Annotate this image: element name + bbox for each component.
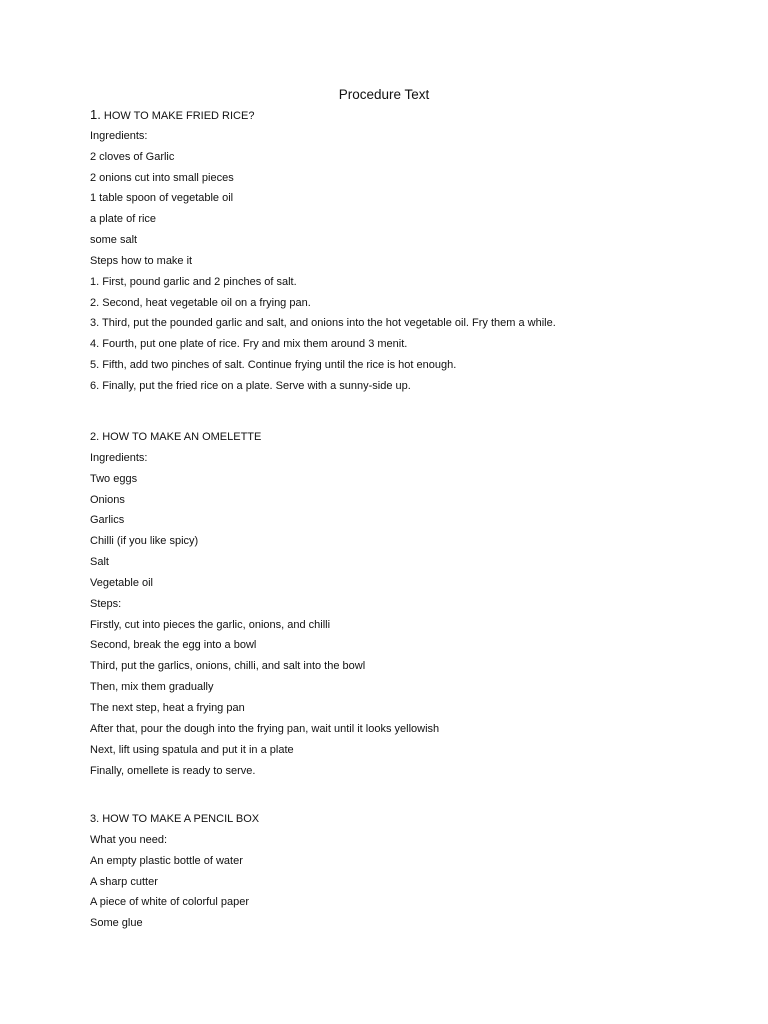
text-line: Chilli (if you like spicy) (90, 535, 199, 548)
document-title: Procedure Text (338, 87, 430, 102)
section-body (90, 830, 730, 934)
text-line: 3. Third, put the pounded garlic and salt, and onions into the hot vegetable oil. Fry them a while. (90, 317, 556, 330)
text-line: Firstly, cut into pieces the garlic, onions, and chilli (90, 618, 331, 631)
text-line: 2 onions cut into small pieces (90, 171, 234, 184)
text-line: Third, put the garlics, onions, chilli, and salt into the bowl (90, 660, 366, 673)
text-line: Some glue (90, 917, 143, 930)
text-line: Finally, omellete is ready to serve. (90, 764, 256, 777)
section-fried-rice (90, 105, 730, 397)
text-line: An empty plastic bottle of water (90, 854, 243, 867)
text-line: Ingredients: (90, 129, 148, 142)
text-line: 4. Fourth, put one plate of rice. Fry and mix them around 3 menit. (90, 338, 408, 351)
text-line: Ingredients: (90, 451, 148, 464)
text-line: Two eggs (90, 472, 138, 485)
section-heading: 3. HOW TO MAKE A PENCIL BOX (90, 813, 260, 825)
text-line: A sharp cutter (90, 875, 158, 888)
text-line: A piece of white of colorful paper (90, 896, 249, 909)
text-line: 6. Finally, put the fried rice on a plate. Serve with a sunny-side up. (90, 379, 411, 392)
text-line: Steps: (90, 597, 122, 610)
section-body (90, 448, 730, 782)
section-heading (90, 105, 730, 126)
section-omelette (90, 427, 730, 781)
text-line: After that, pour the dough into the frying pan, wait until it looks yellowish (90, 722, 440, 735)
text-line: 2 cloves of Garlic (90, 150, 175, 163)
text-line: Salt (90, 556, 109, 569)
text-line: 2. Second, heat vegetable oil on a frying pan. (90, 296, 311, 309)
text-line: Second, break the egg into a bowl (90, 639, 257, 652)
text-line: Onions (90, 493, 125, 506)
text-line: 1. First, pound garlic and 2 pinches of salt. (90, 275, 297, 288)
text-line: some salt (90, 234, 138, 247)
section-body (90, 126, 730, 397)
text-line: 1 table spoon of vegetable oil (90, 192, 234, 205)
text-line: The next step, heat a frying pan (90, 701, 245, 714)
section-pencil-box (90, 809, 730, 934)
text-line: What you need: (90, 833, 168, 846)
text-line: Garlics (90, 514, 125, 527)
text-line: a plate of rice (90, 213, 157, 226)
text-line: 5. Fifth, add two pinches of salt. Continue frying until the rice is hot enough. (90, 359, 457, 372)
section-heading: 2. HOW TO MAKE AN OMELETTE (90, 431, 262, 443)
text-line: Next, lift using spatula and put it in a plate (90, 743, 294, 756)
text-line: Then, mix them gradually (90, 681, 214, 694)
section-number: 1. (90, 107, 101, 122)
section-heading-text: HOW TO MAKE FRIED RICE? (100, 110, 255, 122)
text-line: Steps how to make it (90, 254, 193, 267)
text-line: Vegetable oil (90, 576, 153, 589)
